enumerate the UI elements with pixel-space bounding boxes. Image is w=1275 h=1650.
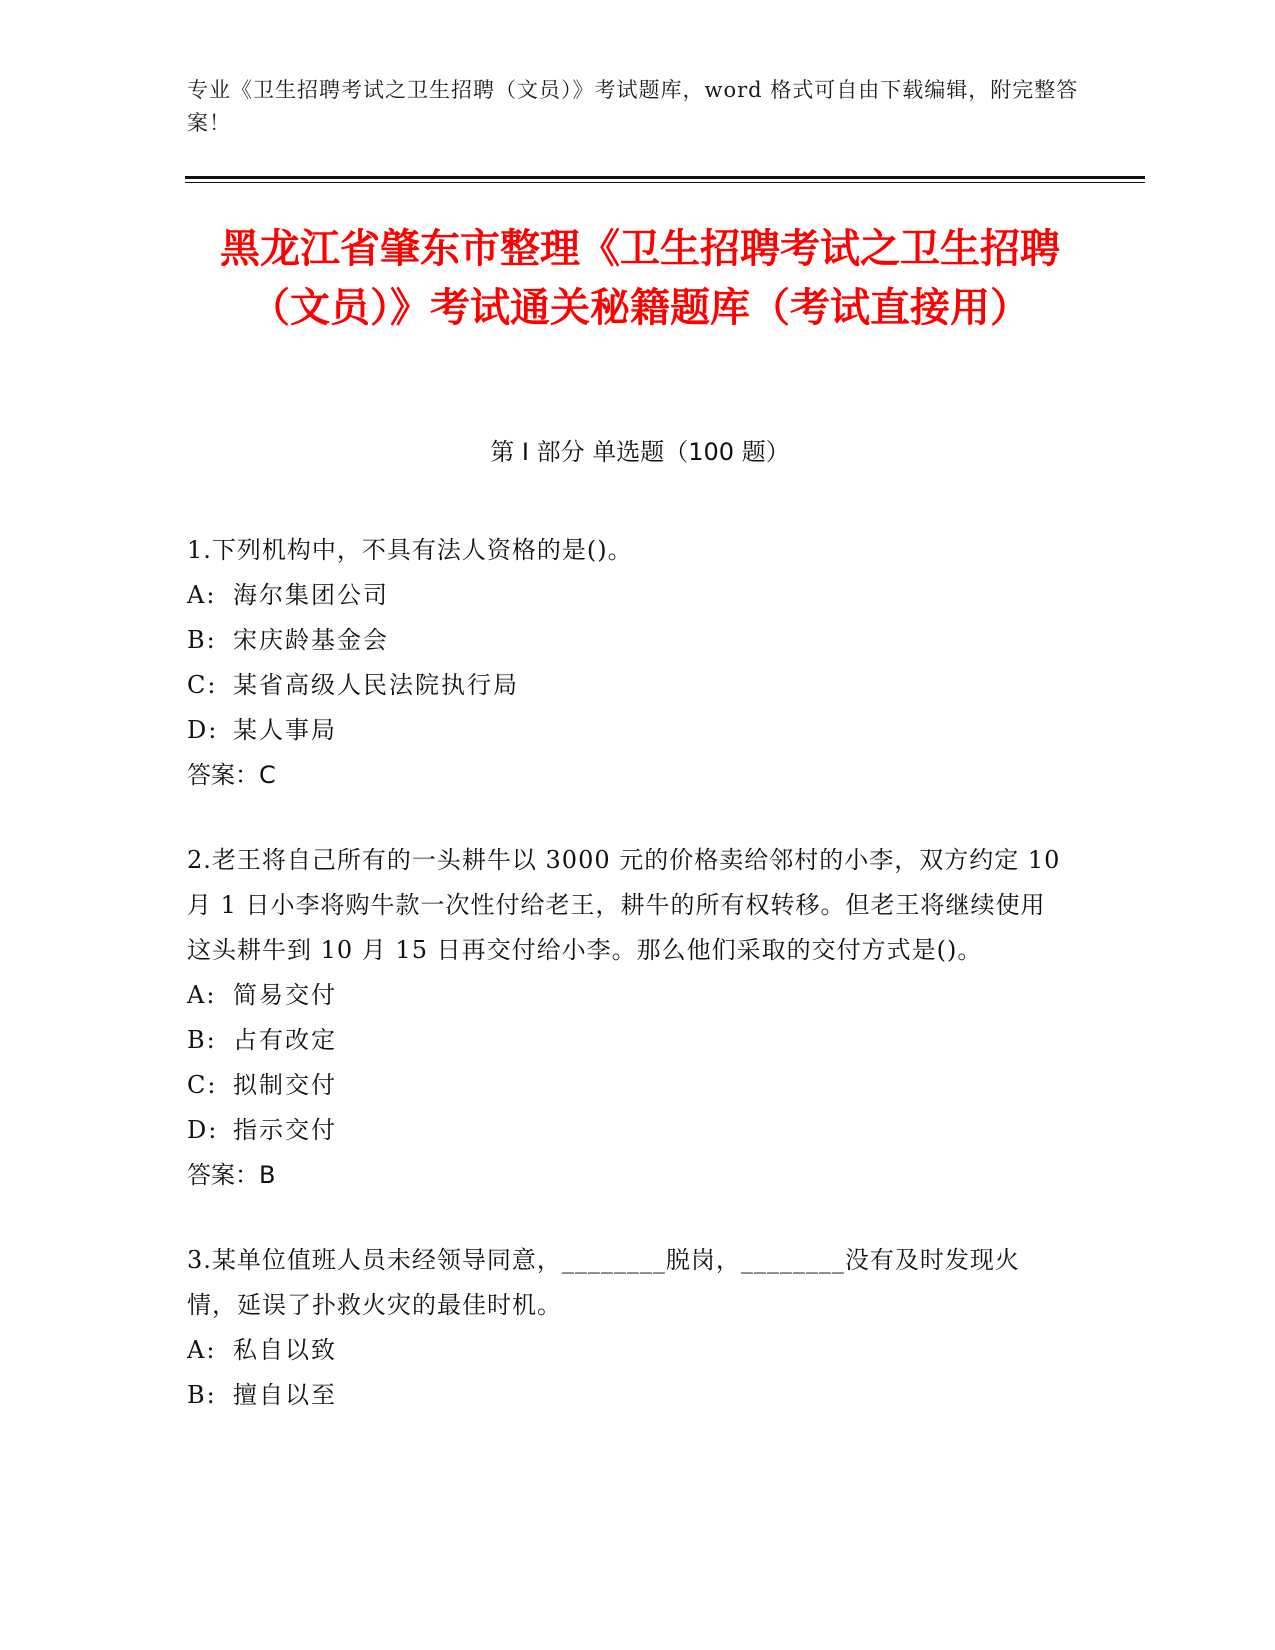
option-key: C: [187, 671, 218, 699]
option-key: B: [187, 1026, 217, 1054]
option-text: 简易交付 [233, 981, 337, 1009]
option-text: 指示交付 [233, 1116, 337, 1144]
header-text: 专业《卫生招聘考试之卫生招聘（文员）》考试题库，word 格式可自由下载编辑，附完整答案！ [187, 78, 1079, 135]
option-text: 某省高级人民法院执行局 [233, 671, 519, 699]
header-divider [185, 176, 1145, 183]
option-text: 拟制交付 [233, 1071, 337, 1099]
answer-line: 答案：C [187, 761, 276, 789]
section-title: 第 I 部分 单选题（100 题） [490, 438, 790, 466]
question-stem: 2.老王将自己所有的一头耕牛以 3000 元的价格卖给邻村的小李，双方约定 10 月 1 日小李将购牛款一次性付给老王，耕牛的所有权转移。但老王将继续使用这头耕牛到 10 月 15 日再交付给小李。那么他们采取的交付方式是()。 [187, 846, 1061, 964]
document-title: 黑龙江省肇东市整理《卫生招聘考试之卫生招聘（文员）》考试通关秘籍题库（考试直接用） [220, 226, 1060, 331]
option-a [187, 573, 1067, 618]
page-header [187, 74, 1087, 140]
option-key: B: [187, 1381, 217, 1409]
option-key: B: [187, 626, 217, 654]
question-1 [187, 528, 1067, 798]
option-a [187, 1328, 1067, 1373]
option-text: 私自以致 [233, 1336, 337, 1364]
option-key: A: [187, 981, 217, 1009]
option-text: 宋庆龄基金会 [233, 626, 389, 654]
option-text: 海尔集团公司 [233, 581, 389, 609]
question-stem: 1.下列机构中，不具有法人资格的是()。 [187, 536, 633, 564]
divider-thick-line [185, 176, 1145, 179]
question-list [187, 528, 1067, 1458]
option-b [187, 618, 1067, 663]
answer-line: 答案：B [187, 1161, 276, 1189]
option-d [187, 708, 1067, 753]
option-text: 某人事局 [233, 716, 337, 744]
option-c [187, 1063, 1067, 1108]
option-text: 擅自以至 [233, 1381, 337, 1409]
option-a [187, 973, 1067, 1018]
option-d [187, 1108, 1067, 1153]
option-key: D: [187, 1116, 219, 1144]
option-b [187, 1018, 1067, 1063]
option-c [187, 663, 1067, 708]
option-key: C: [187, 1071, 218, 1099]
option-key: A: [187, 1336, 217, 1364]
option-key: D: [187, 716, 219, 744]
option-text: 占有改定 [233, 1026, 337, 1054]
question-stem: 3.某单位值班人员未经领导同意，________脱岗，________没有及时发现火情，延误了扑救火灾的最佳时机。 [187, 1246, 1020, 1319]
question-3 [187, 1238, 1067, 1418]
option-b [187, 1373, 1067, 1418]
divider-thin-line [185, 182, 1145, 183]
option-key: A: [187, 581, 217, 609]
question-2 [187, 838, 1067, 1198]
